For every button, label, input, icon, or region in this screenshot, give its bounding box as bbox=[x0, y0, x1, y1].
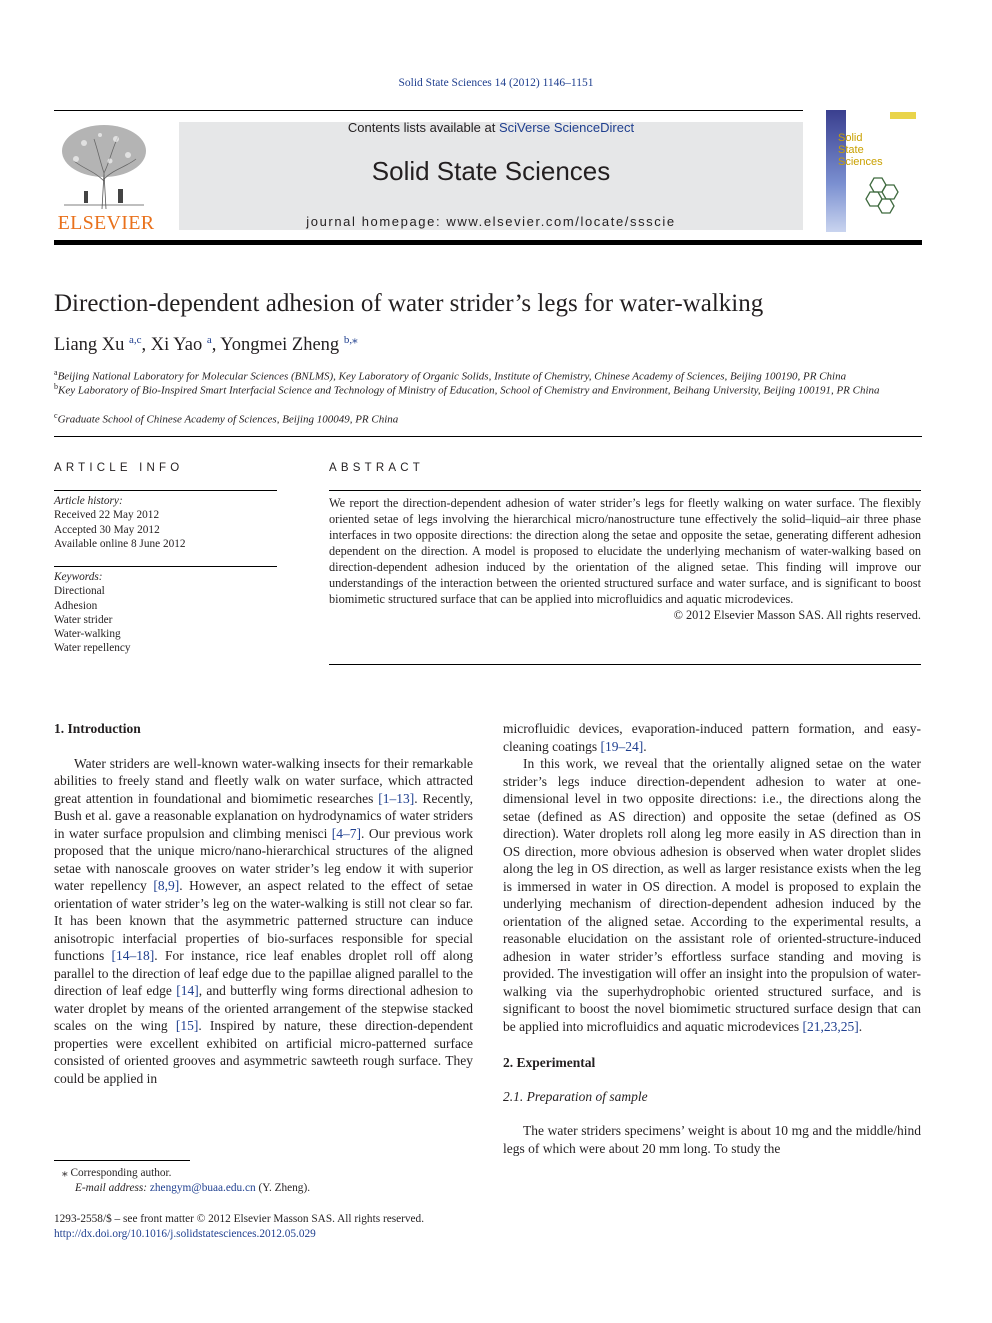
sciencedirect-link[interactable]: SciVerse ScienceDirect bbox=[498, 120, 635, 135]
header-bottom-rule bbox=[54, 240, 922, 245]
history-label: Article history: bbox=[54, 495, 123, 507]
keyword: Directional bbox=[54, 585, 105, 598]
cover-title-line: Solid bbox=[838, 132, 863, 144]
reference-link[interactable]: [14] bbox=[176, 983, 199, 998]
paragraph bbox=[503, 755, 921, 1035]
affiliation bbox=[54, 409, 914, 427]
keywords-label: Keywords: bbox=[54, 571, 103, 583]
cover-molecule-icon bbox=[860, 174, 904, 219]
section-heading: 2. Experimental bbox=[503, 1055, 596, 1070]
body-column-right bbox=[503, 720, 921, 1157]
author-name[interactable]: Liang Xu bbox=[54, 335, 125, 356]
text-run: . bbox=[643, 738, 647, 754]
history-item: Received 22 May 2012 bbox=[54, 509, 160, 522]
doi-link[interactable]: http://dx.doi.org/10.1016/j.solidstatesciences.2012.05.029 bbox=[54, 1228, 316, 1240]
subsection-heading: 2.1. Preparation of sample bbox=[503, 1088, 648, 1104]
author-separator: , bbox=[211, 335, 221, 356]
reference-link[interactable]: [1–13] bbox=[378, 790, 415, 806]
text-run: , and butterfly wing forms directional adhesion to water droplet by means of the oriented arrangement of the stepwise stacked scales on the wing bbox=[54, 983, 473, 1033]
abstract-body: We report the direction-dependent adhesion of water strider’s legs for fleetly walking on water surface. The flexibly oriented setae of legs involving the hierarchical micro/nanostructure tune effectively the solid–liquid–air three phase interfaces in two opposite directions: the direction along the setae and opposite the setae, generating different adhesion dependent on the direction. A model is proposed to elucidate the underlying mechanism of water-walking based on direction-dependent adhesion induced by the orientation of the aligned setae. This finding will improve our understandings of the interaction between the oriented structured surface and water surface, and is significant to boost biomimetic structured surface that can be applied into microfluidics and aquatic microdevices. bbox=[329, 496, 921, 606]
journal-homepage[interactable]: journal homepage: www.elsevier.com/locate/ssscie bbox=[306, 214, 676, 229]
affiliation-text: Key Laboratory of Bio-Inspired Smart Interfacial Science and Technology of Ministry of Education, School of Chemistry and Environment, Beihang University, Beijing 100191, PR China bbox=[58, 384, 880, 397]
paragraph bbox=[503, 720, 921, 755]
front-matter-note bbox=[54, 1212, 424, 1242]
author-name[interactable]: Xi Yao bbox=[150, 335, 203, 356]
header-top-rule bbox=[54, 110, 803, 111]
affiliation-mark: a bbox=[54, 368, 58, 377]
text-run: microfluidic devices, evaporation-induced pattern formation, and easy-cleaning coatings bbox=[503, 721, 921, 754]
cover-title-line: State bbox=[838, 144, 864, 156]
author-separator: , bbox=[141, 335, 151, 356]
abstract-bottom-rule bbox=[329, 664, 921, 665]
contents-line bbox=[179, 120, 803, 135]
cover-title bbox=[838, 132, 883, 168]
affiliation-mark: c bbox=[54, 411, 58, 420]
affiliation bbox=[54, 380, 904, 398]
article-info-heading: ARTICLE INFO bbox=[54, 462, 184, 474]
keyword: Adhesion bbox=[54, 599, 98, 612]
text-run: . Inspired by nature, these direction-dependent properties were excellent exhibited on artificial micro-patterned surface consisted of oriented grooves and asymmetric sawteeth rough surface. They could be applied in bbox=[54, 1018, 473, 1086]
email-suffix: (Y. Zheng). bbox=[255, 1182, 311, 1194]
cover-badge bbox=[890, 112, 916, 119]
reference-link[interactable]: [8,9] bbox=[153, 878, 180, 893]
abstract-text bbox=[329, 495, 921, 623]
article-title: Direction-dependent adhesion of water strider’s legs for water-walking bbox=[54, 290, 764, 317]
reference-link[interactable]: [19–24] bbox=[600, 738, 644, 754]
corresponding-note: ⁎ Corresponding author. bbox=[62, 1167, 172, 1179]
history-item: Available online 8 June 2012 bbox=[54, 537, 186, 550]
keywords-list bbox=[54, 570, 277, 656]
footnote-rule bbox=[54, 1160, 190, 1161]
reference-link[interactable]: [4–7] bbox=[331, 825, 362, 841]
journal-citation[interactable]: Solid State Sciences 14 (2012) 1146–1151 bbox=[398, 77, 594, 89]
abstract-heading: ABSTRACT bbox=[329, 462, 424, 474]
cover-title-line: Sciences bbox=[838, 156, 883, 168]
author-affil-mark[interactable]: a bbox=[206, 334, 212, 346]
reference-link[interactable]: [14–18] bbox=[111, 948, 155, 963]
cover-spine bbox=[826, 110, 846, 232]
footnote-corresponding bbox=[62, 1166, 310, 1196]
affiliation-rule bbox=[54, 436, 922, 437]
text-run: Water striders are well-known water-walking insects for their remarkable abilities to freely stand and fleetly walk on water surface, which attracted great attention in foundational and biomimetic researches bbox=[54, 755, 473, 806]
article-info-rule bbox=[54, 490, 277, 491]
text-run: . However, an aspect related to the effect of setae orientation of water strider’s leg on the water-walking is still not clear so far. It has been known that the asymmetric patterned structure can induce anisotropic interfacial properties of bio-surfaces responsible for special functions bbox=[54, 878, 474, 963]
text-run: . For instance, rice leaf enables droplet roll off along parallel to the direction of leaf edge due to the papillae aligned parallel to the direction of leaf edge bbox=[54, 948, 473, 998]
abstract-copyright: © 2012 Elsevier Masson SAS. All rights reserved. bbox=[673, 608, 921, 622]
journal-name: Solid State Sciences bbox=[371, 156, 611, 186]
email-link[interactable]: zhengym@buaa.edu.cn bbox=[149, 1182, 256, 1194]
abstract-rule bbox=[329, 490, 921, 491]
issn-line: 1293-2558/$ – see front matter © 2012 Elsevier Masson SAS. All rights reserved. bbox=[54, 1213, 425, 1225]
author-list bbox=[54, 333, 358, 356]
elsevier-wordmark: ELSEVIER bbox=[57, 212, 155, 234]
body-column-left bbox=[54, 720, 473, 1087]
reference-link[interactable]: [21,23,25] bbox=[802, 1018, 859, 1034]
text-run: . Our previous work proposed that the unique micro/nano-hierarchical structures of the aligned setae with nanoscale grooves on water strider’s leg endow it with superior water repellency bbox=[54, 825, 473, 893]
contents-prefix: Contents lists available at bbox=[347, 120, 499, 135]
keyword: Water-walking bbox=[54, 628, 121, 641]
affiliation-text: Beijing National Laboratory for Molecular Sciences (BNLMS), Key Laboratory of Organic Solids, Institute of Chemistry, Chinese Academy of Sciences, Beijing 100190, PR China bbox=[57, 370, 847, 383]
author-name[interactable]: Yongmei Zheng bbox=[220, 335, 340, 356]
text-run: In this work, we reveal that the orientally aligned setae on the water strider’s legs induce direction-dependent adhesion to water at one-dimensional level in two opposite directions: i.e., the directions along the setae (defined as AS direction) and opposite the setae (defined as OS direction). Water droplets roll along leg more easily in AS direction than in OS direction, more obvious adhesion is observed when water droplet slides along the leg in OS direction, as well as larger resistance exists when the leg is immersed in water in OS direction. A model is proposed to explain the underlying mechanism of direction-dependent adhesion induced by the orientation of the aligned setae. According to the experimental results, a reasonable elucidation on the assistant role of oriented-structure-induced adhesion in water strider’s effortless surface standing and moving is provided. The investigation will offer an insight into the propulsion of water-walking via the superhydrophobic oriented structured surface, and is significant to boost the novel biomimetic structured surface design that can be applied into microfluidics and aquatic microdevices bbox=[503, 756, 921, 1034]
keyword: Water strider bbox=[54, 613, 113, 626]
history-item: Accepted 30 May 2012 bbox=[54, 523, 160, 536]
section-heading: 1. Introduction bbox=[54, 721, 141, 736]
affiliation-text: Graduate School of Chinese Academy of Sciences, Beijing 100049, PR China bbox=[57, 413, 399, 426]
author-affil-mark[interactable]: b,⁎ bbox=[343, 334, 358, 346]
text-run: . Recently, Bush et al. gave a reasonable explanation on hydrodynamics of water striders in water surface propulsion and climbing menisci bbox=[54, 790, 473, 841]
keyword: Water repellency bbox=[54, 642, 131, 655]
paragraph bbox=[54, 755, 473, 1088]
keywords-rule bbox=[54, 566, 277, 567]
article-history bbox=[54, 494, 277, 551]
email-label: E-mail address: bbox=[75, 1182, 150, 1194]
reference-link[interactable]: [15] bbox=[175, 1018, 199, 1033]
affiliation-mark: b bbox=[54, 382, 58, 391]
paragraph: The water striders specimens’ weight is about 10 mg and the middle/hind legs of which were about 20 mm long. To study the bbox=[503, 1123, 921, 1156]
author-affil-mark[interactable]: a,c bbox=[129, 334, 142, 346]
text-run: . bbox=[858, 1018, 863, 1034]
